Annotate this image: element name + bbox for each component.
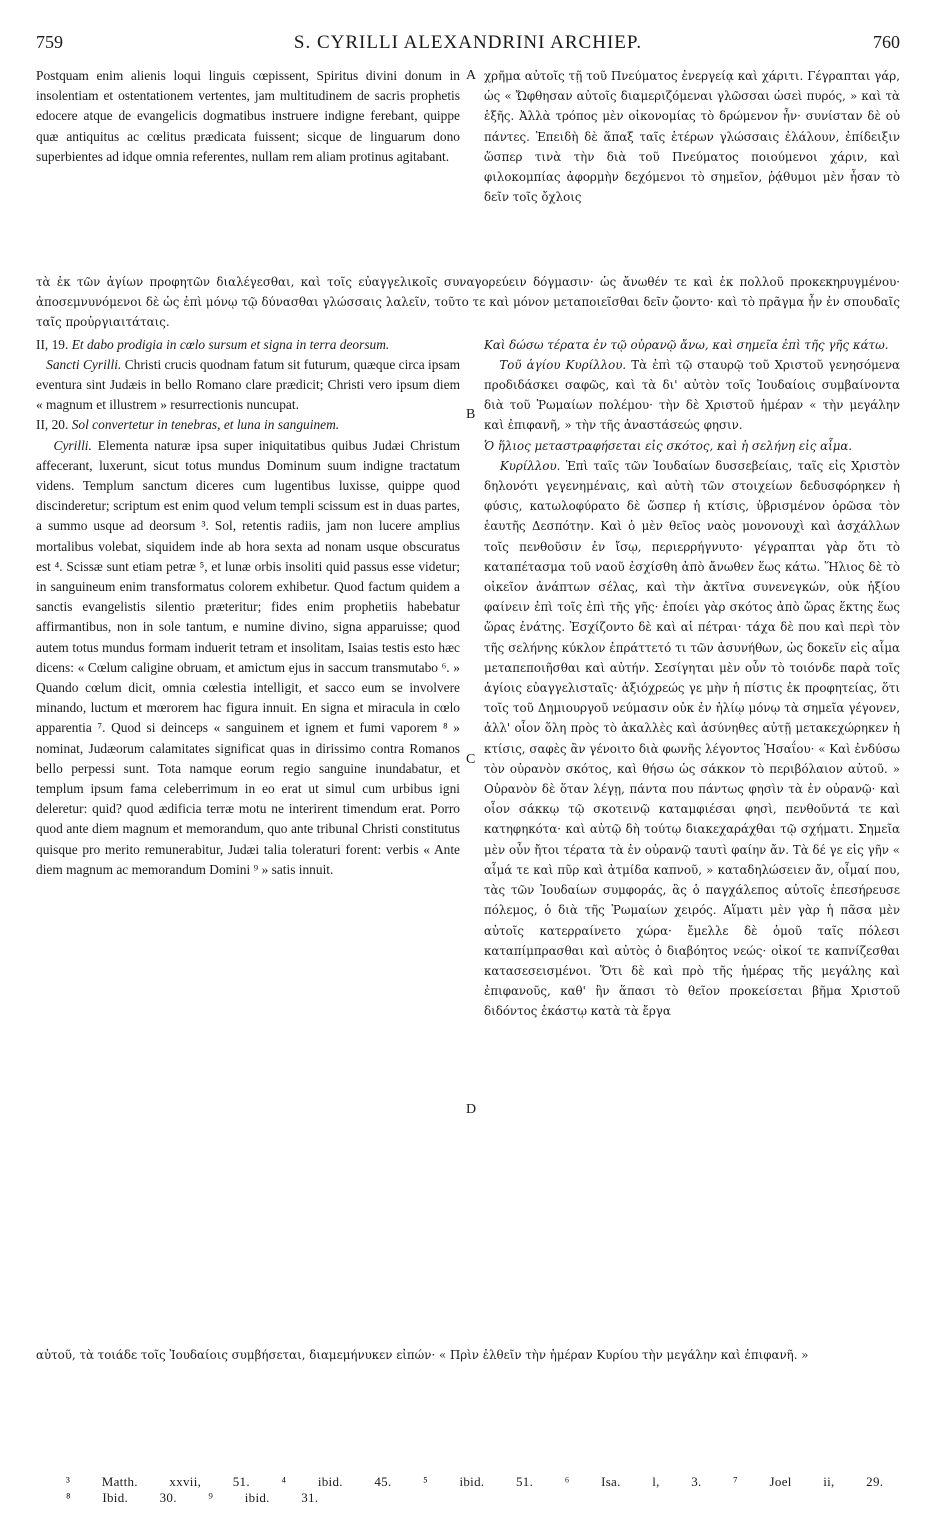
margin-letter-c: C — [466, 751, 476, 767]
footnote: ⁹ ibid. 31. — [208, 1490, 319, 1505]
verse-text: Sol convertetur in tenebras, et luna in sanguinem. — [71, 417, 340, 433]
greek-verse-19: Καὶ δώσω τέρατα ἐν τῷ οὐρανῷ ἄνω, καὶ σημεῖα ἐπὶ τῆς γῆς κάτω. — [484, 337, 889, 352]
verse-text: Et dabo prodigia in cœlo sursum et signa in terra deorsum. — [71, 336, 390, 352]
latin-column-1 — [36, 66, 460, 167]
greek-column-2 — [484, 335, 900, 1022]
parallel-block-2 — [36, 335, 900, 1345]
latin-commentary-1 — [36, 355, 460, 416]
footnote: ⁵ ibid. 51. — [423, 1474, 534, 1489]
greek-paragraph: χρῆμα αὐτοῖς τῇ τοῦ Πνεύματος ἐνεργείᾳ καὶ χάριτι. Γέγραπται γάρ, ὡς « Ὤφθησαν αὐτοῖς διαμεριζόμεναι γλῶσσαι ὡσεὶ πυρός, » καὶ τὰ ἑξῆς. Ἀλλὰ τρόπος μὲν οἰκονομίας τὸ δρώμενον ἦν· συνίσταν δὲ οὐ πάντες. Ἐπειδὴ δὲ ἅπαξ ταῖς ἑτέρων γλώσσαις ἐλάλουν, ἐπίδειξιν ὥσπερ τινὰ τὴν διὰ τοῦ Πνεύματος ποιούμενοι χάριν, καὶ φιλοκομπίας ἀφορμὴν δεχόμενοι τὸ σημεῖον, ῥᾴθυμοι μὲν ἦσαν τὸ δεῖν τοῖς ὄχλοις — [484, 69, 900, 205]
commentary-head: Sancti Cyrilli. — [46, 356, 122, 372]
commentary-text: Ἐπὶ ταῖς τῶν Ἰουδαίων δυσσεβείαις, ταῖς εἰς Χριστὸν δηλονότι γεγενημέναις, καὶ αὐτὴ τῶν στοιχείων δεδυσφόρηκεν ἡ φύσις, κατωλοφύρατο δὲ ὥσπερ ἡ κτίσις, ὑβρισμένον ὁρῶσα τὸν ἑαυτῆς Δεσπότην. Καὶ ὁ μὲν θεῖος ναὸς μονονουχὶ καὶ ἀσχάλλων τοῖς πενθοῦσιν ἐν ἴσῳ, περιερρήγνυτο· γέγραπται γὰρ ὅτι τὸ καταπέτασμα τοῦ ναοῦ ἐσχίσθη ἀπὸ ἄνωθεν ἕως κάτω. Ἥλιος δὲ τὸ οἰκεῖον ἀνάπτων σέλας, καὶ τὴν ἀκτῖνα συνενεγκών, οὐκ ἠξίου φαίνειν ἐπὶ τοῖς ἐπὶ τῆς γῆς· ἐποίει γὰρ σκότος ἀπὸ ὥρας ἕκτης ἕως ὥρας ἐνάτης. Ἐσχίζοντο δὲ καὶ αἱ πέτραι· τάχα δὲ που καὶ περὶ τὸν τῆς σελήνης κύκλον ἐπράττετό τι τῶν ἀσυνήθων, ὡς δοκεῖν εἰς αἷμα μεταπεποιῆσθαι καὶ αὐτήν. Σεσίγηται μὲν οὖν τὸ τοιόνδε παρὰ τοῖς ἁγίοις εὐαγγελισταῖς· ἀξιόχρεώς γε μὴν ἡ πίστις ἐκ προφητείας, ὅτι τοῖς τοῦ Δημιουργοῦ νεύμασιν οὐκ ἐν ἡλίῳ μόνῳ τὰ σημεῖα γέγονεν, ἀλλ' οἷον ὅλη πρὸς τὸ ἀκαλλὲς καὶ ἀσύνηθες αὐτῇ μετακεχώρηκεν ἡ κτίσις, σαφὲς ἂν γένοιτο διὰ φωνῆς λέγοντος Ἡσαΐου· « Καὶ ἐνδύσω τὸν οὐρανὸν σκότος, καὶ θήσω ὡς σάκκον τὸ περιβόλαιον αὐτοῦ. » Οὐρανὸν δὲ ὅταν λέγῃ, πάντα που πάντως φησὶν τὰ ἐν οὐρανῷ· καὶ οἷον σάκκῳ τῷ σκοτεινῷ καταμφιέσαι φησὶ, πενθοῦντά τε καὶ κατηφηκότα· καὶ αὐτῷ δὴ τούτῳ διακεχαράχθαι τῷ σχήματι. Σημεῖα μὲν οὖν ἤτοι τέρατα τὰ ἐν οὐρανῷ ταυτὶ φαίην ἄν. Τὰ δέ γε εἰς γῆν « αἷμά τε καὶ πῦρ καὶ ἀτμίδα καπνοῦ, » καταδηλώσειεν ἄν, οἶμαί που, τὰς τῶν Ἰουδαίων συμφοράς, ἃς ὁ παγχάλεπος αὐτοῖς ἐπεσήρευσε πόλεμος, ὁ διὰ τῆς Ῥωμαίων χειρός. Αἵματι μὲν γὰρ ἡ πᾶσα μὲν αὐτοῖς κατερραίνετο χώρα· ἔμελλε δὲ ὁμοῦ ταῖς πόλεσι καταπίμπρασθαι καὶ αὐτὸς ὁ διαβόητος νεώς· οἰκοί τε καπνίζεσθαι κατασεσεισμένοι. Ὅτι δὲ καὶ πρὸ τῆς ἡμέρας τῆς μεγάλης καὶ ἐπιφανοῦς, καθ' ἣν ἅπασι τὸ θεῖον προκείσεται βῆμα Χριστοῦ διδόντος ἑκάστῳ κατὰ τὰ ἔργα — [484, 458, 900, 1019]
greek-commentary-2 — [484, 456, 900, 1022]
footnotes — [66, 1474, 900, 1506]
greek-column-1 — [484, 66, 900, 207]
footnote: ⁸ Ibid. 30. — [66, 1490, 177, 1505]
greek-commentary-1 — [484, 355, 900, 436]
commentary-head: Cyrilli. — [53, 437, 92, 453]
greek-verse-20: Ὁ ἥλιος μεταστραφήσεται εἰς σκότος, καὶ ἡ σελήνη εἰς αἷμα. — [484, 438, 853, 453]
full-width-greek-2: αὐτοῦ, τὰ τοιάδε τοῖς Ἰουδαίοις συμβήσεται, διαμεμήνυκεν εἰπών· « Πρὶν ἐλθεῖν τὴν ἡμέραν Κυρίου τὴν μεγάλην καὶ ἐπιφανῆ. » — [36, 1347, 809, 1362]
latin-verse-20 — [36, 415, 460, 435]
margin-letter-a: A — [466, 68, 477, 83]
commentary-head: Τοῦ ἁγίου Κυρίλλου. — [499, 357, 627, 372]
column-number-left: 759 — [36, 32, 63, 52]
footnote: ⁴ ibid. 45. — [281, 1474, 392, 1489]
margin-letter-b: B — [466, 406, 476, 422]
commentary-text: Τὰ ἐπὶ τῷ σταυρῷ τοῦ Χριστοῦ γενησόμενα προδιδάσκει σαφῶς, καὶ τὰ δι' αὐτὸν τοῖς Ἰουδαίοις συμβαίνοντα διὰ τοῦ Ῥωμαίων πολέμου· τὴν δὲ Χριστοῦ ἡμέραν « τὴν μεγάλην καὶ ἐπιφανῆ, » τὴν τῆς ἀναστάσεώς φησιν. — [484, 357, 901, 433]
running-title: S. CYRILLI ALEXANDRINI ARCHIEP. — [293, 32, 643, 53]
margin-letter-d: D — [466, 1101, 477, 1117]
latin-column-2 — [36, 335, 460, 880]
footnote: ⁶ Isa. l, 3. — [564, 1474, 702, 1489]
page-header — [36, 26, 900, 66]
commentary-text: Christi crucis quodnam fatum sit futurum, quæque circa ipsam eventura sint Judæis in bello Romano clare prædicit; Christi vero ipsum diem « magnum et illustrem » resurrectionis nuncupat. — [36, 356, 461, 413]
latin-commentary-2 — [36, 436, 460, 880]
commentary-text: Elementa naturæ ipsa super iniquitatibus quibus Judæi Christum affecerant, luxerunt, sicut totus mundus Dominum suum indigne tractatum videns. Templum sanctum diceres cum lugentibus luxisse, quippe quod discinderetur; scriptum est enim quod velum templi scissum est in duas partes, a summo usque ad deorsum ³. Sol, retentis radiis, jam non lucere amplius mortalibus volebat, siquidem inde ab hora sexta ad nonam usque obscuratus est ⁴. Scissæ sunt etiam petræ ⁵, et lunæ orbis insoliti quid passus esse videtur; in sanguineum enim transformatus colorem exhibetur. Quod factum quidem a sanctis evangelistis silentio præteritur; fides enim prophetiis habebatur affirmantibus, non in sole tantum, e numine divino, signa apparuisse; quod autem totus mundus formam induerit tetram et insolitam, Isaias testis esto hæc dicens: « Cœlum caligine obruam, et amictum ejus in saccum transmutabo ⁶. » Quando cœlum dicit, omnia cœlestia intelligit, et sacco eum se involvere minando, luctum et mœrorem hac figura innuit. En signa et miracula in cœlo apparentia ⁷. Quod si deinceps « sanguinem et ignem et fumi vaporem ⁸ » nominat, Judæorum calamitates significat quas in dirissimo contra Romanos bello perpessi sunt. Tota namque eorum regio sanguine inundabatur, et templum ipsum fama celeberrimum in eo erat ut simul cum urbibus igni deleretur: quid? quod ædificia terræ motu ne interirent timendum erat. Porro quod ante diem magnum et memorandum, quo ante tribunal Christi constitutus quisque pro merito remunerabitur, Judæi talia toleraturi forent: verbis « Ante diem magnum ac memorandum Domini ⁹ » satis innuit. — [36, 437, 460, 877]
commentary-head: Κυρίλλου. — [499, 458, 561, 473]
latin-verse-19 — [36, 335, 460, 355]
footnote: ³ Matth. xxvii, 51. — [66, 1474, 250, 1489]
column-number-right: 760 — [873, 32, 900, 52]
parallel-block-1 — [36, 66, 900, 272]
latin-paragraph: Postquam enim alienis loqui linguis cœpissent, Spiritus divini donum in insolentiam et ostentationem vertentes, jam multitudinem de sacris prophetis edocere atque de evangelicis dogmatibus instruere indigne ferebant, quippe quæ antiquitus ac cœlitus prædicata fuissent; sicque de linguarum dono superbientes ad idque omnia referentes, nullam rem aliam protinus agitabant. — [36, 68, 460, 164]
page — [36, 26, 900, 1516]
full-width-greek-1: τὰ ἐκ τῶν ἁγίων προφητῶν διαλέγεσθαι, καὶ τοῖς εὐαγγελικοῖς συναγορεύειν δόγμασιν· ὡς ἄνωθέν τε καὶ ἐκ πολλοῦ προκεκηρυγμένου· ἀποσεμνυνόμενοι δὲ ὡς ἐπὶ μόνῳ τῷ δύνασθαι γλώσσαις λαλεῖν, τοῦτο τε καὶ μόνον μεταποιεῖσθαι δεῖν ᾤοντο· καὶ τὸ πρᾶγμα ἦν ἐν σπουδαῖς ταῖς προὐργιαιτάταις. — [36, 275, 900, 330]
verse-ref: II, 19. — [36, 336, 69, 352]
footnote: ⁷ Joel ii, 29. — [733, 1474, 884, 1489]
verse-ref: II, 20. — [36, 417, 69, 433]
